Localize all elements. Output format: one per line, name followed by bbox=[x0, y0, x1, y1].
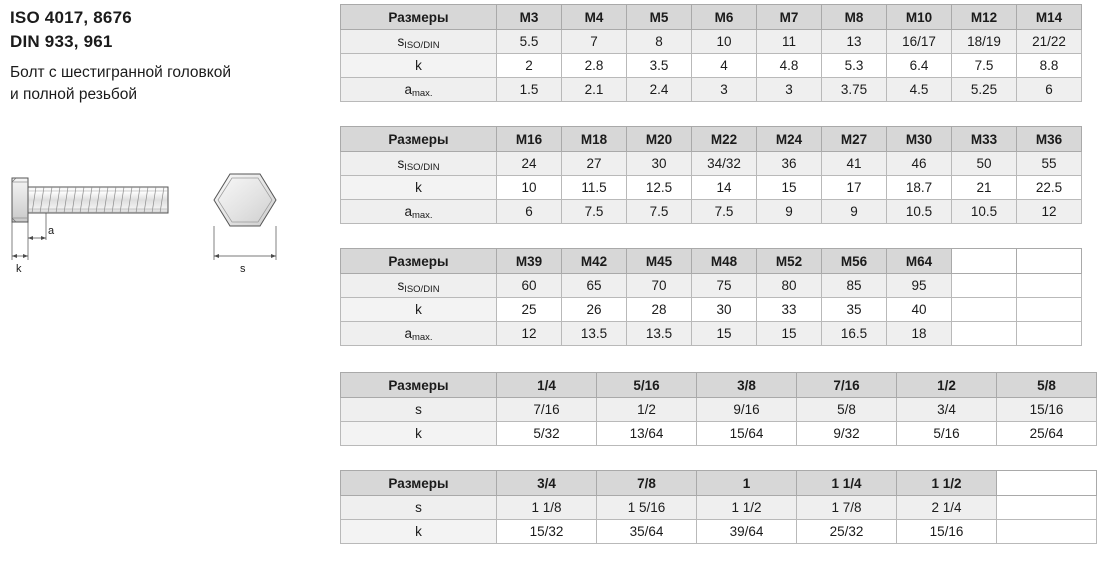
table-cell: 1 1/2 bbox=[697, 496, 797, 520]
row-label-s-iso-din: sISO/DIN bbox=[341, 30, 497, 54]
table-row bbox=[341, 5, 1082, 30]
table-metric-2 bbox=[340, 126, 1082, 224]
table-cell-empty bbox=[952, 322, 1017, 346]
table-cell: 13.5 bbox=[562, 322, 627, 346]
table-cell: 30 bbox=[692, 298, 757, 322]
table-cell: 2.1 bbox=[562, 78, 627, 102]
row-label-k: k bbox=[341, 176, 497, 200]
table-metric-2-wrap bbox=[340, 126, 1082, 224]
table-inch-1 bbox=[340, 372, 1097, 446]
column-header: 5/8 bbox=[997, 373, 1097, 398]
table-cell: 7/16 bbox=[497, 398, 597, 422]
column-header: M14 bbox=[1017, 5, 1082, 30]
table-cell: 35 bbox=[822, 298, 887, 322]
column-header: M4 bbox=[562, 5, 627, 30]
table-cell: 33 bbox=[757, 298, 822, 322]
table-row bbox=[341, 127, 1082, 152]
table-cell-empty bbox=[952, 298, 1017, 322]
dimension-label-k: k bbox=[16, 263, 22, 275]
table-cell: 15 bbox=[757, 176, 822, 200]
table-cell: 75 bbox=[692, 274, 757, 298]
table-cell: 13.5 bbox=[627, 322, 692, 346]
table-cell: 1.5 bbox=[497, 78, 562, 102]
table-cell: 16.5 bbox=[822, 322, 887, 346]
row-label-k: k bbox=[341, 520, 497, 544]
column-header: 1/4 bbox=[497, 373, 597, 398]
column-header: Размеры bbox=[341, 5, 497, 30]
table-cell: 6 bbox=[497, 200, 562, 224]
table-row bbox=[341, 176, 1082, 200]
table-cell: 21 bbox=[952, 176, 1017, 200]
column-header: M10 bbox=[887, 5, 952, 30]
column-header-empty bbox=[1017, 249, 1082, 274]
column-header: Размеры bbox=[341, 127, 497, 152]
column-header: M3 bbox=[497, 5, 562, 30]
table-cell: 50 bbox=[952, 152, 1017, 176]
row-label-k: k bbox=[341, 422, 497, 446]
table-cell: 18/19 bbox=[952, 30, 1017, 54]
table-cell: 22.5 bbox=[1017, 176, 1082, 200]
table-cell: 2 bbox=[497, 54, 562, 78]
table-cell: 8.8 bbox=[1017, 54, 1082, 78]
table-cell: 3 bbox=[692, 78, 757, 102]
column-header: M48 bbox=[692, 249, 757, 274]
table-cell: 5/32 bbox=[497, 422, 597, 446]
table-cell: 1/2 bbox=[597, 398, 697, 422]
column-header: M8 bbox=[822, 5, 887, 30]
table-cell: 16/17 bbox=[887, 30, 952, 54]
table-cell: 9/32 bbox=[797, 422, 897, 446]
column-header: 1/2 bbox=[897, 373, 997, 398]
bolt-technical-drawing bbox=[6, 160, 306, 280]
table-metric-1 bbox=[340, 4, 1082, 102]
standard-line-1: ISO 4017, 8676 bbox=[10, 8, 132, 27]
table-cell: 7.5 bbox=[627, 200, 692, 224]
table-cell: 3 bbox=[757, 78, 822, 102]
table-cell: 95 bbox=[887, 274, 952, 298]
table-cell: 15/32 bbox=[497, 520, 597, 544]
column-header: 7/8 bbox=[597, 471, 697, 496]
table-cell: 3.75 bbox=[822, 78, 887, 102]
column-header-empty bbox=[997, 471, 1097, 496]
row-label-k: k bbox=[341, 54, 497, 78]
column-header: M45 bbox=[627, 249, 692, 274]
table-cell: 80 bbox=[757, 274, 822, 298]
column-header: Размеры bbox=[341, 249, 497, 274]
table-cell: 10 bbox=[497, 176, 562, 200]
table-cell: 15 bbox=[757, 322, 822, 346]
table-cell: 13/64 bbox=[597, 422, 697, 446]
table-cell: 35/64 bbox=[597, 520, 697, 544]
table-cell: 24 bbox=[497, 152, 562, 176]
row-label-a-max: amax. bbox=[341, 200, 497, 224]
table-cell: 5.5 bbox=[497, 30, 562, 54]
bolt-drawing-svg bbox=[6, 160, 306, 280]
column-header: M27 bbox=[822, 127, 887, 152]
table-cell: 15 bbox=[692, 322, 757, 346]
column-header: M56 bbox=[822, 249, 887, 274]
column-header: Размеры bbox=[341, 471, 497, 496]
table-cell: 5/16 bbox=[897, 422, 997, 446]
table-cell: 6.4 bbox=[887, 54, 952, 78]
column-header: M36 bbox=[1017, 127, 1082, 152]
table-cell: 15/16 bbox=[897, 520, 997, 544]
column-header: 1 1/2 bbox=[897, 471, 997, 496]
row-label-a-max: amax. bbox=[341, 322, 497, 346]
column-header: M52 bbox=[757, 249, 822, 274]
table-cell: 25 bbox=[497, 298, 562, 322]
table-cell: 25/32 bbox=[797, 520, 897, 544]
table-cell: 7.5 bbox=[952, 54, 1017, 78]
product-info-block bbox=[10, 6, 340, 106]
column-header: M33 bbox=[952, 127, 1017, 152]
table-cell: 11 bbox=[757, 30, 822, 54]
column-header: M20 bbox=[627, 127, 692, 152]
table-cell: 15/16 bbox=[997, 398, 1097, 422]
table-inch-1-wrap bbox=[340, 372, 1097, 446]
table-cell: 27 bbox=[562, 152, 627, 176]
table-cell: 11.5 bbox=[562, 176, 627, 200]
table-cell: 10.5 bbox=[887, 200, 952, 224]
table-cell: 4.5 bbox=[887, 78, 952, 102]
table-cell: 4.8 bbox=[757, 54, 822, 78]
table-cell: 2.8 bbox=[562, 54, 627, 78]
table-cell: 6 bbox=[1017, 78, 1082, 102]
table-cell: 60 bbox=[497, 274, 562, 298]
column-header: M12 bbox=[952, 5, 1017, 30]
table-cell: 7.5 bbox=[692, 200, 757, 224]
table-row bbox=[341, 520, 1097, 544]
column-header: 5/16 bbox=[597, 373, 697, 398]
column-header: 7/16 bbox=[797, 373, 897, 398]
table-cell: 21/22 bbox=[1017, 30, 1082, 54]
table-row bbox=[341, 422, 1097, 446]
table-row bbox=[341, 398, 1097, 422]
table-cell: 39/64 bbox=[697, 520, 797, 544]
standard-line-2: DIN 933, 961 bbox=[10, 32, 113, 51]
table-row bbox=[341, 274, 1082, 298]
table-cell: 10.5 bbox=[952, 200, 1017, 224]
table-row bbox=[341, 200, 1082, 224]
row-label-k: k bbox=[341, 298, 497, 322]
table-metric-3-wrap bbox=[340, 248, 1082, 346]
table-cell: 9 bbox=[822, 200, 887, 224]
table-cell: 55 bbox=[1017, 152, 1082, 176]
table-cell: 65 bbox=[562, 274, 627, 298]
table-row bbox=[341, 496, 1097, 520]
column-header: M64 bbox=[887, 249, 952, 274]
table-row bbox=[341, 298, 1082, 322]
row-label-a-max: amax. bbox=[341, 78, 497, 102]
table-row bbox=[341, 78, 1082, 102]
dimension-label-a: a bbox=[48, 225, 55, 237]
column-header: M39 bbox=[497, 249, 562, 274]
table-cell: 3/4 bbox=[897, 398, 997, 422]
dimension-label-s: s bbox=[240, 263, 246, 275]
table-cell: 12.5 bbox=[627, 176, 692, 200]
table-cell: 3.5 bbox=[627, 54, 692, 78]
table-cell: 7.5 bbox=[562, 200, 627, 224]
table-cell: 10 bbox=[692, 30, 757, 54]
column-header: Размеры bbox=[341, 373, 497, 398]
table-row bbox=[341, 249, 1082, 274]
table-cell: 5/8 bbox=[797, 398, 897, 422]
table-cell: 5.3 bbox=[822, 54, 887, 78]
table-cell: 8 bbox=[627, 30, 692, 54]
table-cell: 14 bbox=[692, 176, 757, 200]
row-label-s-iso-din: sISO/DIN bbox=[341, 274, 497, 298]
table-cell: 30 bbox=[627, 152, 692, 176]
table-cell: 25/64 bbox=[997, 422, 1097, 446]
table-cell: 9 bbox=[757, 200, 822, 224]
table-metric-1-wrap bbox=[340, 4, 1082, 102]
column-header: M24 bbox=[757, 127, 822, 152]
table-cell: 1 5/16 bbox=[597, 496, 697, 520]
table-cell: 28 bbox=[627, 298, 692, 322]
table-row bbox=[341, 322, 1082, 346]
column-header-empty bbox=[952, 249, 1017, 274]
column-header: M5 bbox=[627, 5, 692, 30]
description-line-2: и полной резьбой bbox=[10, 86, 138, 103]
table-cell-empty bbox=[997, 496, 1097, 520]
row-label-s-iso-din: sISO/DIN bbox=[341, 152, 497, 176]
table-cell: 2 1/4 bbox=[897, 496, 997, 520]
table-cell: 15/64 bbox=[697, 422, 797, 446]
table-cell: 70 bbox=[627, 274, 692, 298]
column-header: M16 bbox=[497, 127, 562, 152]
row-label-s: s bbox=[341, 398, 497, 422]
column-header: M22 bbox=[692, 127, 757, 152]
table-cell: 13 bbox=[822, 30, 887, 54]
table-metric-3 bbox=[340, 248, 1082, 346]
table-cell: 46 bbox=[887, 152, 952, 176]
table-row bbox=[341, 471, 1097, 496]
table-cell: 36 bbox=[757, 152, 822, 176]
description-line-1: Болт с шестигранной головкой bbox=[10, 64, 232, 81]
column-header: 3/4 bbox=[497, 471, 597, 496]
table-cell: 18 bbox=[887, 322, 952, 346]
table-cell: 26 bbox=[562, 298, 627, 322]
table-cell: 18.7 bbox=[887, 176, 952, 200]
column-header: M30 bbox=[887, 127, 952, 152]
table-cell: 85 bbox=[822, 274, 887, 298]
table-row bbox=[341, 30, 1082, 54]
table-cell: 5.25 bbox=[952, 78, 1017, 102]
table-inch-2-wrap bbox=[340, 470, 1097, 544]
table-cell: 40 bbox=[887, 298, 952, 322]
column-header: M7 bbox=[757, 5, 822, 30]
table-cell-empty bbox=[997, 520, 1097, 544]
table-cell: 41 bbox=[822, 152, 887, 176]
table-row bbox=[341, 373, 1097, 398]
table-cell-empty bbox=[952, 274, 1017, 298]
table-cell: 12 bbox=[497, 322, 562, 346]
table-cell: 17 bbox=[822, 176, 887, 200]
table-cell-empty bbox=[1017, 274, 1082, 298]
column-header: M42 bbox=[562, 249, 627, 274]
table-cell-empty bbox=[1017, 298, 1082, 322]
table-cell: 9/16 bbox=[697, 398, 797, 422]
table-row bbox=[341, 152, 1082, 176]
column-header: M18 bbox=[562, 127, 627, 152]
table-cell: 34/32 bbox=[692, 152, 757, 176]
table-cell: 1 7/8 bbox=[797, 496, 897, 520]
table-cell: 12 bbox=[1017, 200, 1082, 224]
table-row bbox=[341, 54, 1082, 78]
column-header: 1 1/4 bbox=[797, 471, 897, 496]
column-header: M6 bbox=[692, 5, 757, 30]
table-cell-empty bbox=[1017, 322, 1082, 346]
table-cell: 1 1/8 bbox=[497, 496, 597, 520]
table-cell: 2.4 bbox=[627, 78, 692, 102]
table-cell: 4 bbox=[692, 54, 757, 78]
row-label-s: s bbox=[341, 496, 497, 520]
table-inch-2 bbox=[340, 470, 1097, 544]
column-header: 1 bbox=[697, 471, 797, 496]
column-header: 3/8 bbox=[697, 373, 797, 398]
table-cell: 7 bbox=[562, 30, 627, 54]
